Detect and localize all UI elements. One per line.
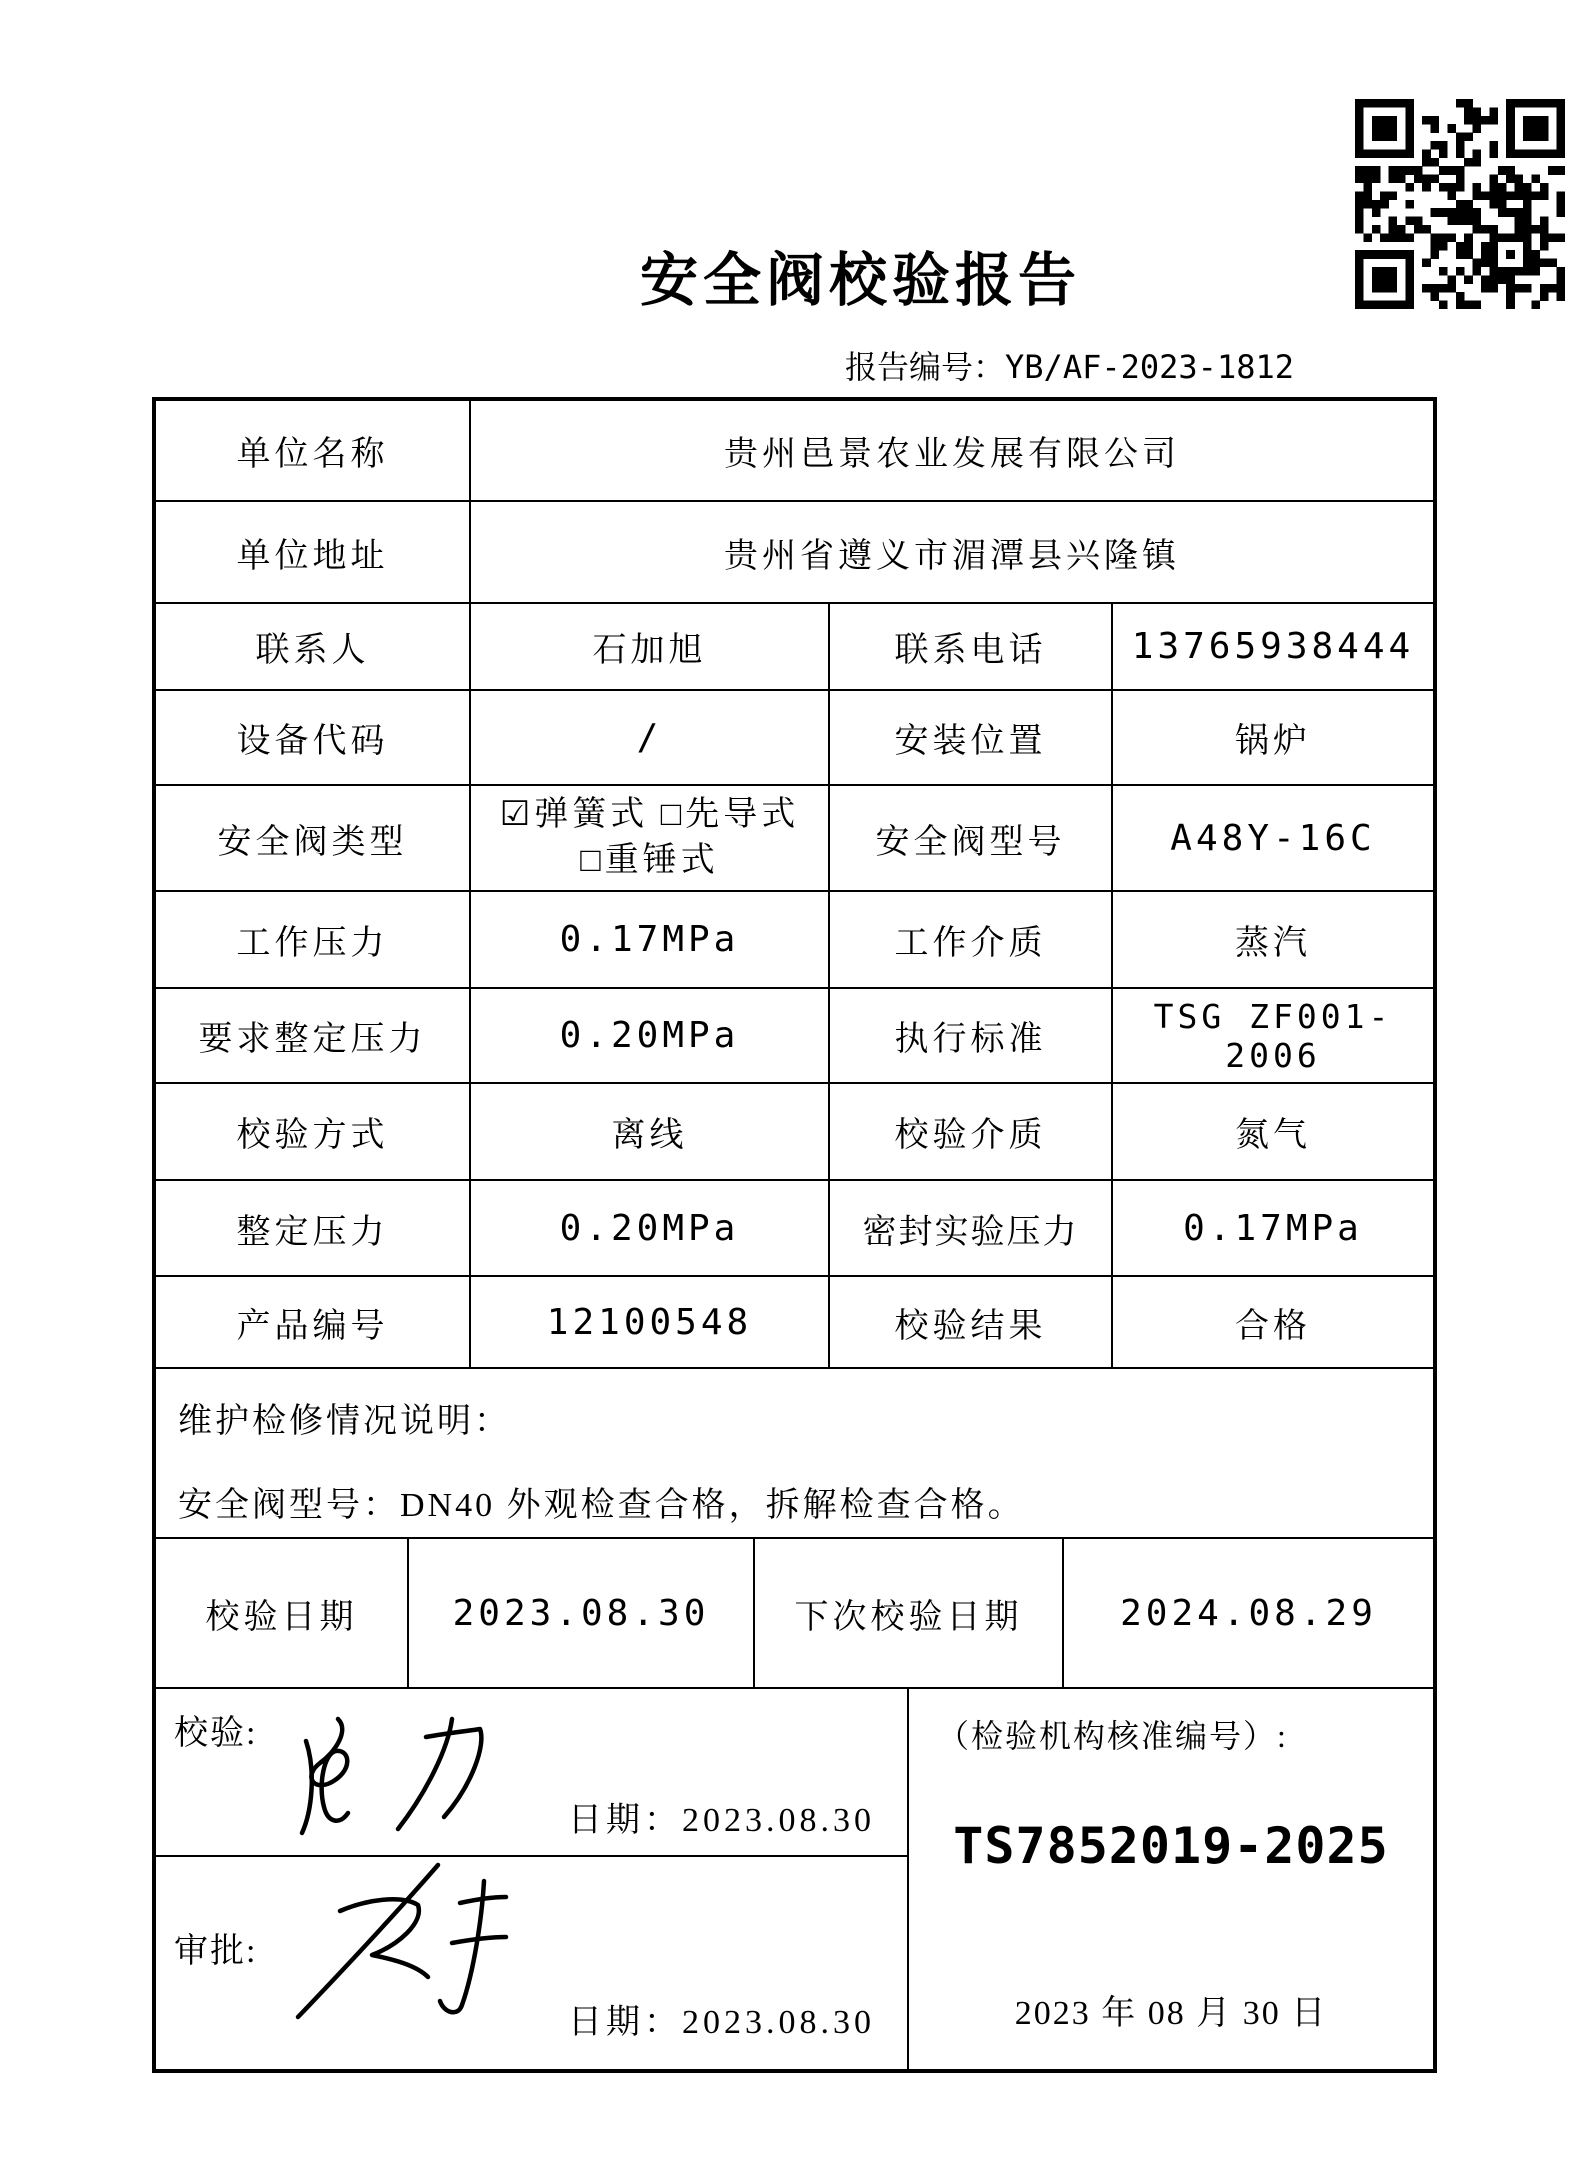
valve-type-checkbox-line2: □重锤式 (580, 842, 719, 879)
report-table (152, 397, 1437, 2073)
org-approval-code: TS7852019-2025 (953, 1817, 1389, 1875)
table-row-set-pressure (156, 1181, 1433, 1277)
verify-method-value: 离线 (471, 1084, 830, 1181)
signature-column (156, 1689, 909, 2069)
phone-label: 联系电话 (830, 604, 1113, 691)
seal-test-pressure-value: 0.17MPa (1113, 1181, 1433, 1277)
org-approval-date: 2023 年 08 月 30 日 (1014, 1995, 1328, 2032)
install-position-label: 安装位置 (830, 691, 1113, 786)
device-code-label: 设备代码 (156, 691, 471, 786)
maintenance-title: 维护检修情况说明： (178, 1403, 511, 1440)
verify-result-label: 校验结果 (830, 1277, 1113, 1369)
table-row-unit-address (156, 502, 1433, 604)
verify-method-label: 校验方式 (156, 1084, 471, 1181)
approver-label: 审批: (174, 1933, 258, 1970)
phone-value: 13765938444 (1113, 604, 1433, 691)
verify-medium-value: 氮气 (1113, 1084, 1433, 1181)
valve-type-checkbox-line1: ☑弹簧式 □先导式 (499, 796, 800, 833)
table-row-required-set-pressure (156, 989, 1433, 1084)
table-row-device-code (156, 691, 1433, 786)
working-medium-value: 蒸汽 (1113, 892, 1433, 989)
verifier-label: 校验: (174, 1715, 258, 1752)
table-row-maintenance (156, 1369, 1433, 1539)
org-approval-cell (909, 1689, 1433, 2069)
verify-date-value: 2023.08.30 (409, 1539, 755, 1689)
product-no-label: 产品编号 (156, 1277, 471, 1369)
product-no-value: 12100548 (471, 1277, 830, 1369)
table-row-verify-method (156, 1084, 1433, 1181)
working-medium-label: 工作介质 (830, 892, 1113, 989)
table-row-dates (156, 1539, 1433, 1689)
verify-medium-label: 校验介质 (830, 1084, 1113, 1181)
unit-address-value: 贵州省遵义市湄潭县兴隆镇 (471, 502, 1433, 604)
next-verify-date-label: 下次校验日期 (755, 1539, 1064, 1689)
required-set-pressure-label: 要求整定压力 (156, 989, 471, 1084)
verify-date-label: 校验日期 (156, 1539, 409, 1689)
org-approval-label: （检验机构核准编号）: (937, 1718, 1288, 1754)
unit-name-value: 贵州邑景农业发展有限公司 (471, 401, 1433, 502)
verify-result-value: 合格 (1113, 1277, 1433, 1369)
table-row-valve-type (156, 786, 1433, 892)
unit-name-label: 单位名称 (156, 401, 471, 502)
table-row-working-pressure (156, 892, 1433, 989)
verifier-cell (156, 1689, 907, 1857)
unit-address-label: 单位地址 (156, 502, 471, 604)
approver-cell (156, 1857, 907, 2067)
verifier-signature (276, 1701, 506, 1846)
report-number (845, 342, 1294, 388)
approver-date: 日期：2023.08.30 (568, 2004, 875, 2041)
table-row-product-no (156, 1277, 1433, 1369)
set-pressure-value: 0.20MPa (471, 1181, 830, 1277)
set-pressure-label: 整定压力 (156, 1181, 471, 1277)
standard-value: TSG ZF001-2006 (1113, 989, 1433, 1084)
table-row-unit-name (156, 401, 1433, 502)
contact-label: 联系人 (156, 604, 471, 691)
signoff-section (156, 1689, 1433, 2069)
device-code-value: / (471, 691, 830, 786)
maintenance-detail: 安全阀型号：DN40 外观检查合格，拆解检查合格。 (178, 1487, 1025, 1524)
install-position-value: 锅炉 (1113, 691, 1433, 786)
standard-label: 执行标准 (830, 989, 1113, 1084)
working-pressure-value: 0.17MPa (471, 892, 830, 989)
seal-test-pressure-label: 密封实验压力 (830, 1181, 1113, 1277)
next-verify-date-value: 2024.08.29 (1064, 1539, 1433, 1689)
working-pressure-label: 工作压力 (156, 892, 471, 989)
table-row-contact (156, 604, 1433, 691)
maintenance-cell (156, 1369, 1433, 1539)
report-number-value: YB/AF-2023-1812 (1005, 348, 1294, 386)
verifier-date: 日期：2023.08.30 (568, 1802, 875, 1839)
required-set-pressure-value: 0.20MPa (471, 989, 830, 1084)
contact-value: 石加旭 (471, 604, 830, 691)
page-title: 安全阀校验报告 (640, 248, 1082, 313)
valve-model-value: A48Y-16C (1113, 786, 1433, 892)
valve-model-label: 安全阀型号 (830, 786, 1113, 892)
qr-code (1355, 98, 1565, 310)
report-number-label: 报告编号： (845, 349, 1006, 385)
valve-type-label: 安全阀类型 (156, 786, 471, 892)
approver-signature (270, 1859, 510, 2027)
valve-type-value (471, 786, 830, 892)
